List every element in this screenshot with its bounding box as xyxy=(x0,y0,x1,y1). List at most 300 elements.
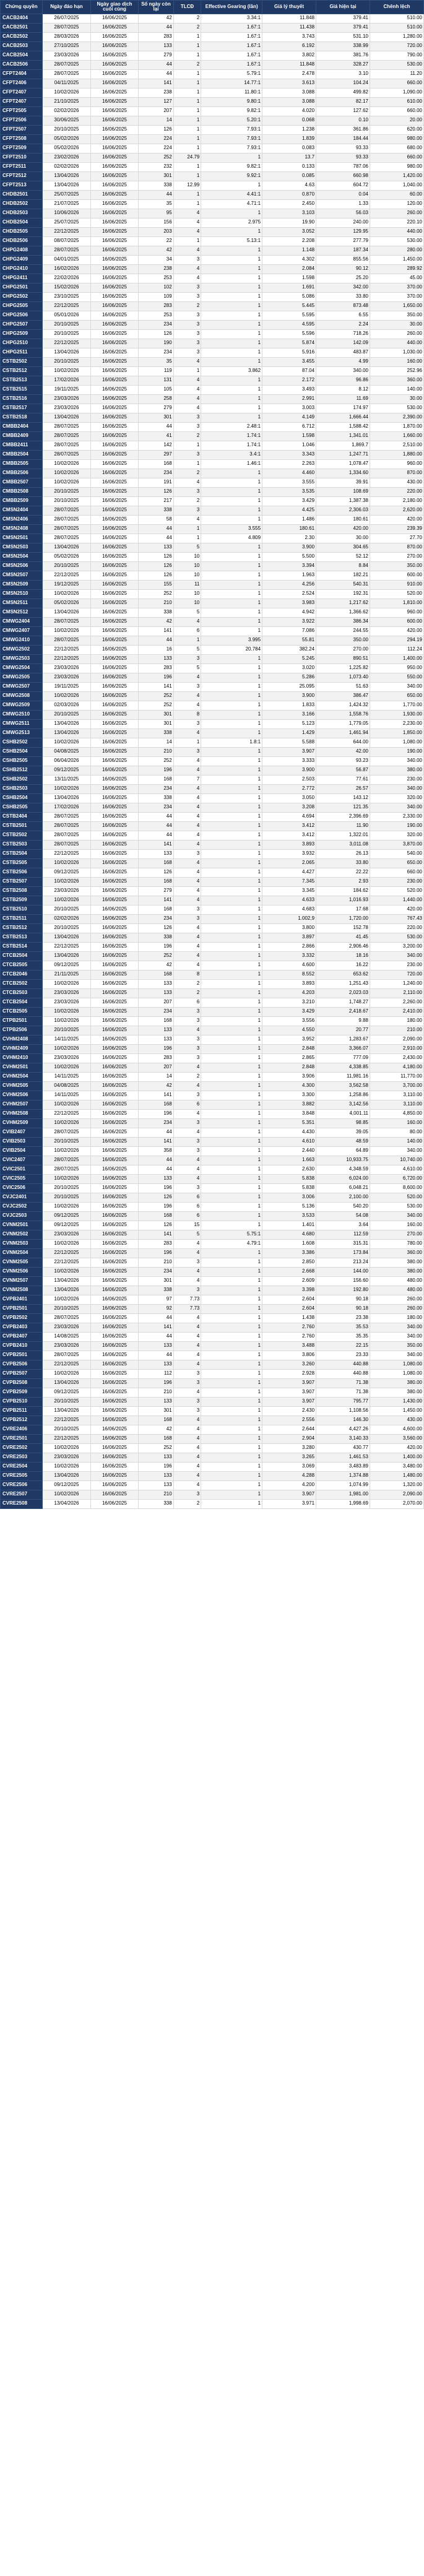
cell-value: 6.55 xyxy=(316,311,370,320)
cell-value: 1,320.00 xyxy=(370,1480,424,1490)
cell-value: 1,016.93 xyxy=(316,896,370,905)
table-row[interactable] xyxy=(1,1035,424,1044)
table-row[interactable] xyxy=(1,60,424,69)
cell-value: 1 xyxy=(173,41,201,51)
table-row[interactable] xyxy=(1,896,424,905)
table-row[interactable] xyxy=(1,663,424,673)
table-row[interactable] xyxy=(1,1081,424,1091)
table-row[interactable] xyxy=(1,329,424,339)
cell-value: 143.12 xyxy=(316,793,370,803)
table-row[interactable] xyxy=(1,1202,424,1211)
cell-value: 133 xyxy=(139,543,173,552)
table-row[interactable] xyxy=(1,218,424,227)
table-row[interactable] xyxy=(1,1007,424,1016)
table-row[interactable] xyxy=(1,69,424,79)
table-row[interactable] xyxy=(1,682,424,691)
cell-value: 11,981.16 xyxy=(316,1072,370,1081)
table-row[interactable] xyxy=(1,431,424,441)
table-row[interactable] xyxy=(1,951,424,961)
cell-value: 4 xyxy=(173,821,201,831)
cell-value: 3 xyxy=(173,450,201,459)
cell-value: 6 xyxy=(173,1211,201,1221)
cell-value: 1 xyxy=(201,1471,262,1480)
table-row[interactable] xyxy=(1,478,424,487)
cell-value: 14 xyxy=(139,116,173,125)
table-row[interactable] xyxy=(1,311,424,320)
cell-value: 361.86 xyxy=(316,125,370,134)
cell-value: 126 xyxy=(139,561,173,571)
cell-value: 160.00 xyxy=(370,1118,424,1128)
cell-value: 30/06/2025 xyxy=(43,116,91,125)
table-row[interactable] xyxy=(1,1341,424,1351)
table-row[interactable] xyxy=(1,877,424,886)
table-row[interactable] xyxy=(1,849,424,858)
table-row[interactable] xyxy=(1,1128,424,1137)
table-row[interactable] xyxy=(1,1480,424,1490)
table-row[interactable] xyxy=(1,116,424,125)
cell-value: 2,906.46 xyxy=(316,942,370,951)
table-row[interactable] xyxy=(1,1174,424,1183)
cell-value: 9.88 xyxy=(316,1016,370,1026)
cell-value: 10 xyxy=(173,561,201,571)
cell-value: 13.7 xyxy=(262,153,316,162)
cell-symbol: CMWG2410 xyxy=(1,636,43,645)
cell-value: 23/03/2026 xyxy=(43,404,91,413)
table-row[interactable] xyxy=(1,385,424,394)
col-header-days-remaining[interactable]: Số ngày còn lại xyxy=(139,1,173,14)
table-row[interactable] xyxy=(1,162,424,171)
table-row[interactable] xyxy=(1,923,424,933)
table-row[interactable] xyxy=(1,496,424,506)
table-row[interactable] xyxy=(1,858,424,868)
cell-value: 520.00 xyxy=(370,589,424,599)
cell-value: 11.438 xyxy=(262,23,316,32)
table-row[interactable] xyxy=(1,1499,424,1508)
cell-value: 6.192 xyxy=(262,41,316,51)
table-row[interactable] xyxy=(1,236,424,246)
cell-value: 2,910.00 xyxy=(370,1044,424,1053)
table-row[interactable] xyxy=(1,710,424,719)
cell-value: 28/07/2025 xyxy=(43,840,91,849)
table-row[interactable] xyxy=(1,320,424,329)
cell-value: 21/10/2025 xyxy=(43,97,91,106)
table-row[interactable] xyxy=(1,756,424,766)
table-row[interactable] xyxy=(1,905,424,914)
cell-value: 5.123 xyxy=(262,719,316,728)
table-row[interactable] xyxy=(1,812,424,821)
cell-value: 23/03/2026 xyxy=(43,1053,91,1063)
table-row[interactable] xyxy=(1,515,424,524)
cell-symbol: CSTB2504 xyxy=(1,849,43,858)
table-row[interactable] xyxy=(1,1239,424,1248)
table-row[interactable] xyxy=(1,988,424,998)
table-row[interactable] xyxy=(1,1378,424,1388)
cell-value: 126 xyxy=(139,1221,173,1230)
table-row[interactable] xyxy=(1,1443,424,1453)
cell-value: 119 xyxy=(139,366,173,376)
table-row[interactable] xyxy=(1,1416,424,1425)
cell-value: 16/06/2025 xyxy=(90,1221,139,1230)
table-row[interactable] xyxy=(1,199,424,209)
cell-value: 1 xyxy=(201,998,262,1007)
cell-value: 0.085 xyxy=(262,171,316,181)
cell-value: 1 xyxy=(201,979,262,988)
table-row[interactable] xyxy=(1,348,424,357)
cell-value: 5.874 xyxy=(262,339,316,348)
table-row[interactable] xyxy=(1,701,424,710)
cell-value: 1 xyxy=(173,636,201,645)
cell-value: 11.848 xyxy=(262,60,316,69)
table-row[interactable] xyxy=(1,728,424,738)
cell-value: 270.00 xyxy=(316,645,370,654)
table-row[interactable] xyxy=(1,292,424,301)
table-row[interactable] xyxy=(1,1425,424,1434)
cell-symbol: CHPG2511 xyxy=(1,348,43,357)
table-row[interactable] xyxy=(1,561,424,571)
cell-value: 16/06/2025 xyxy=(90,1341,139,1351)
cell-value: 4 xyxy=(173,1323,201,1332)
col-header-difference[interactable]: Chênh lệch xyxy=(370,1,424,14)
table-row[interactable] xyxy=(1,1332,424,1341)
table-row[interactable] xyxy=(1,524,424,534)
cell-value: 8.12 xyxy=(316,385,370,394)
cell-value: 16/06/2025 xyxy=(90,701,139,710)
cell-value: 320.00 xyxy=(370,831,424,840)
col-header-theoretical-price[interactable]: Giá lý thuyết xyxy=(262,1,316,14)
cell-value: 141 xyxy=(139,1137,173,1146)
cell-value: 22/12/2025 xyxy=(43,1248,91,1258)
cell-value: 8.552 xyxy=(262,970,316,979)
table-row[interactable] xyxy=(1,1211,424,1221)
col-header-effective-gearing[interactable]: Effective Gearing (lần) xyxy=(201,1,262,14)
table-row[interactable] xyxy=(1,1146,424,1156)
table-row[interactable] xyxy=(1,357,424,366)
table-row[interactable] xyxy=(1,274,424,283)
table-row[interactable] xyxy=(1,1026,424,1035)
cell-value: 283 xyxy=(139,32,173,41)
table-row[interactable] xyxy=(1,450,424,459)
table-row[interactable] xyxy=(1,1369,424,1378)
cell-value: 13/04/2026 xyxy=(43,951,91,961)
table-row[interactable] xyxy=(1,422,424,431)
table-row[interactable] xyxy=(1,1118,424,1128)
cell-value: 126 xyxy=(139,329,173,339)
cell-value: 44 xyxy=(139,1351,173,1360)
table-row[interactable] xyxy=(1,738,424,747)
cell-value: 16/06/2025 xyxy=(90,1434,139,1443)
table-row[interactable] xyxy=(1,404,424,413)
cell-value: 1 xyxy=(201,487,262,496)
table-row[interactable] xyxy=(1,1063,424,1072)
table-row[interactable] xyxy=(1,608,424,617)
cell-symbol: CVRE2506 xyxy=(1,1480,43,1490)
table-row[interactable] xyxy=(1,784,424,793)
cell-value: 480.00 xyxy=(370,1286,424,1295)
cell-value: 1 xyxy=(201,793,262,803)
cell-value: 1 xyxy=(173,441,201,450)
cell-value: 1 xyxy=(201,1202,262,1211)
cell-value: 10/02/2026 xyxy=(43,1239,91,1248)
table-row[interactable] xyxy=(1,543,424,552)
table-row[interactable] xyxy=(1,1360,424,1369)
cell-value: 27/10/2025 xyxy=(43,41,91,51)
cell-value: 1 xyxy=(201,1109,262,1118)
table-row[interactable] xyxy=(1,227,424,236)
cell-value: 1 xyxy=(201,886,262,896)
table-row[interactable] xyxy=(1,979,424,988)
cell-value: 10/02/2026 xyxy=(43,784,91,793)
table-row[interactable] xyxy=(1,1248,424,1258)
table-row[interactable] xyxy=(1,181,424,190)
table-row[interactable] xyxy=(1,793,424,803)
cell-value: 1,461.53 xyxy=(316,1453,370,1462)
cell-value: 16/06/2025 xyxy=(90,69,139,79)
table-row[interactable] xyxy=(1,1193,424,1202)
table-row[interactable] xyxy=(1,246,424,255)
table-row[interactable] xyxy=(1,171,424,181)
table-row[interactable] xyxy=(1,88,424,97)
table-row[interactable] xyxy=(1,886,424,896)
cell-value: 14/08/2025 xyxy=(43,1332,91,1341)
table-row[interactable] xyxy=(1,264,424,274)
cell-value: 10/02/2026 xyxy=(43,979,91,988)
cell-value: 14/11/2025 xyxy=(43,1035,91,1044)
cell-value: 16/06/2025 xyxy=(90,23,139,32)
table-row[interactable] xyxy=(1,803,424,812)
cell-value: 2.848 xyxy=(262,1044,316,1053)
table-row[interactable] xyxy=(1,942,424,951)
table-row[interactable] xyxy=(1,1165,424,1174)
table-row[interactable] xyxy=(1,645,424,654)
table-row[interactable] xyxy=(1,1183,424,1193)
col-header-conversion-ratio[interactable]: TLCĐ xyxy=(173,1,201,14)
table-row[interactable] xyxy=(1,1016,424,1026)
table-row[interactable] xyxy=(1,190,424,199)
table-row[interactable] xyxy=(1,1397,424,1406)
table-row[interactable] xyxy=(1,469,424,478)
table-row[interactable] xyxy=(1,970,424,979)
table-row[interactable] xyxy=(1,747,424,756)
table-row[interactable] xyxy=(1,339,424,348)
table-row[interactable] xyxy=(1,125,424,134)
table-row[interactable] xyxy=(1,255,424,264)
table-row[interactable] xyxy=(1,571,424,580)
table-row[interactable] xyxy=(1,79,424,88)
table-row[interactable] xyxy=(1,41,424,51)
table-row[interactable] xyxy=(1,1258,424,1267)
cell-value: 279 xyxy=(139,51,173,60)
table-row[interactable] xyxy=(1,413,424,422)
cell-value: 16/06/2025 xyxy=(90,1351,139,1360)
table-row[interactable] xyxy=(1,1304,424,1313)
cell-symbol: CVNM2506 xyxy=(1,1267,43,1276)
cell-value: 16/06/2025 xyxy=(90,626,139,636)
cell-value: 3.862 xyxy=(201,366,262,376)
table-row[interactable] xyxy=(1,654,424,663)
cell-value: 97 xyxy=(139,1295,173,1304)
cell-value: 23/03/2026 xyxy=(43,886,91,896)
table-row[interactable] xyxy=(1,283,424,292)
table-row[interactable] xyxy=(1,673,424,682)
cell-value: 16/06/2025 xyxy=(90,14,139,23)
table-row[interactable] xyxy=(1,1295,424,1304)
cell-value: 386.47 xyxy=(316,691,370,701)
cell-value: 30.00 xyxy=(316,534,370,543)
cell-value: 16/06/2025 xyxy=(90,1118,139,1128)
table-row[interactable] xyxy=(1,1471,424,1480)
table-row[interactable] xyxy=(1,775,424,784)
table-row[interactable] xyxy=(1,23,424,32)
cell-value: 26/07/2025 xyxy=(43,14,91,23)
table-row[interactable] xyxy=(1,821,424,831)
table-row[interactable] xyxy=(1,831,424,840)
col-header-maturity-date[interactable]: Ngày đáo hạn xyxy=(43,1,91,14)
cell-symbol: CVHM2508 xyxy=(1,1109,43,1118)
cell-value: 3.10 xyxy=(316,69,370,79)
table-row[interactable] xyxy=(1,209,424,218)
table-row[interactable] xyxy=(1,394,424,404)
table-row[interactable] xyxy=(1,1156,424,1165)
table-row[interactable] xyxy=(1,366,424,376)
cell-value: 28/07/2025 xyxy=(43,831,91,840)
cell-value: 8 xyxy=(173,970,201,979)
cell-value: 11.90 xyxy=(316,821,370,831)
table-row[interactable] xyxy=(1,636,424,645)
cell-value: 16/06/2025 xyxy=(90,1230,139,1239)
col-header-last-trading-date[interactable]: Ngày giao dịch cuối cùng xyxy=(90,1,139,14)
cell-value: 23/03/2026 xyxy=(43,673,91,682)
table-row[interactable] xyxy=(1,617,424,626)
cell-value: 5 xyxy=(173,543,201,552)
table-row[interactable] xyxy=(1,1462,424,1471)
cell-value: 156.60 xyxy=(316,1276,370,1286)
cell-value: 283 xyxy=(139,663,173,673)
table-row[interactable] xyxy=(1,487,424,496)
table-row[interactable] xyxy=(1,301,424,311)
table-row[interactable] xyxy=(1,1388,424,1397)
cell-value: 15/02/2026 xyxy=(43,283,91,292)
cell-symbol: CHPG2411 xyxy=(1,274,43,283)
table-row[interactable] xyxy=(1,1434,424,1443)
table-row[interactable] xyxy=(1,998,424,1007)
cell-value: 9.80:1 xyxy=(201,97,262,106)
cell-value: 13/04/2026 xyxy=(43,608,91,617)
table-row[interactable] xyxy=(1,376,424,385)
table-row[interactable] xyxy=(1,599,424,608)
cell-value: 260.00 xyxy=(370,1304,424,1313)
cell-value: 168 xyxy=(139,459,173,469)
table-row[interactable] xyxy=(1,1072,424,1081)
table-row[interactable] xyxy=(1,868,424,877)
table-row[interactable] xyxy=(1,1044,424,1053)
cell-value: 3,562.58 xyxy=(316,1081,370,1091)
cell-value: 1 xyxy=(201,831,262,840)
cell-symbol: CMWG2502 xyxy=(1,645,43,654)
table-row[interactable] xyxy=(1,719,424,728)
cell-value: 93.33 xyxy=(316,153,370,162)
table-row[interactable] xyxy=(1,552,424,561)
col-header-symbol[interactable]: Chứng quyền xyxy=(1,1,43,14)
cell-value: 16/06/2025 xyxy=(90,292,139,301)
table-row[interactable] xyxy=(1,589,424,599)
cell-value: 2,260.00 xyxy=(370,998,424,1007)
table-row[interactable] xyxy=(1,1100,424,1109)
table-row[interactable] xyxy=(1,97,424,106)
table-row[interactable] xyxy=(1,961,424,970)
table-row[interactable] xyxy=(1,766,424,775)
cell-value: 09/12/2025 xyxy=(43,868,91,877)
table-row[interactable] xyxy=(1,691,424,701)
cell-value: 4.680 xyxy=(262,1230,316,1239)
cell-value: 196 xyxy=(139,1202,173,1211)
table-row[interactable] xyxy=(1,1286,424,1295)
table-row[interactable] xyxy=(1,51,424,60)
cell-value: 196 xyxy=(139,1378,173,1388)
cell-value: 3.052 xyxy=(262,227,316,236)
table-row[interactable] xyxy=(1,14,424,23)
table-row[interactable] xyxy=(1,459,424,469)
cell-symbol: CHPG2506 xyxy=(1,311,43,320)
cell-value: 16/06/2025 xyxy=(90,32,139,41)
table-row[interactable] xyxy=(1,1490,424,1499)
cell-value: 3 xyxy=(173,1146,201,1156)
table-row[interactable] xyxy=(1,1053,424,1063)
table-row[interactable] xyxy=(1,626,424,636)
cell-value: 16/06/2025 xyxy=(90,348,139,357)
table-row[interactable] xyxy=(1,134,424,144)
table-row[interactable] xyxy=(1,1267,424,1276)
table-row[interactable] xyxy=(1,506,424,515)
table-row[interactable] xyxy=(1,144,424,153)
table-row[interactable] xyxy=(1,1406,424,1416)
table-row[interactable] xyxy=(1,580,424,589)
table-row[interactable] xyxy=(1,441,424,450)
table-row[interactable] xyxy=(1,1276,424,1286)
table-row[interactable] xyxy=(1,153,424,162)
col-header-current-price[interactable]: Giá hiện tại xyxy=(316,1,370,14)
table-row[interactable] xyxy=(1,106,424,116)
cell-value: 10,933.75 xyxy=(316,1156,370,1165)
cell-value: 3 xyxy=(173,1016,201,1026)
table-row[interactable] xyxy=(1,1230,424,1239)
cell-value: 0.10 xyxy=(316,116,370,125)
cell-value: 520.00 xyxy=(370,1193,424,1202)
table-row[interactable] xyxy=(1,1109,424,1118)
cell-value: 16/06/2025 xyxy=(90,608,139,617)
cell-value: 196 xyxy=(139,1248,173,1258)
cell-value: 3.900 xyxy=(262,691,316,701)
cell-value: 16/06/2025 xyxy=(90,1035,139,1044)
table-row[interactable] xyxy=(1,914,424,923)
cell-value: 1,480.00 xyxy=(370,1471,424,1480)
table-row[interactable] xyxy=(1,1137,424,1146)
table-row[interactable] xyxy=(1,933,424,942)
table-row[interactable] xyxy=(1,1453,424,1462)
cell-value: 1 xyxy=(201,933,262,942)
table-row[interactable] xyxy=(1,840,424,849)
table-row[interactable] xyxy=(1,1323,424,1332)
table-row[interactable] xyxy=(1,1313,424,1323)
table-row[interactable] xyxy=(1,1221,424,1230)
table-row[interactable] xyxy=(1,1091,424,1100)
cell-symbol: CTPB2506 xyxy=(1,1026,43,1035)
cell-value: 21/11/2025 xyxy=(43,970,91,979)
cell-value: 44 xyxy=(139,1128,173,1137)
table-row[interactable] xyxy=(1,534,424,543)
table-row[interactable] xyxy=(1,1351,424,1360)
cell-value: 5.588 xyxy=(262,738,316,747)
table-row[interactable] xyxy=(1,32,424,41)
